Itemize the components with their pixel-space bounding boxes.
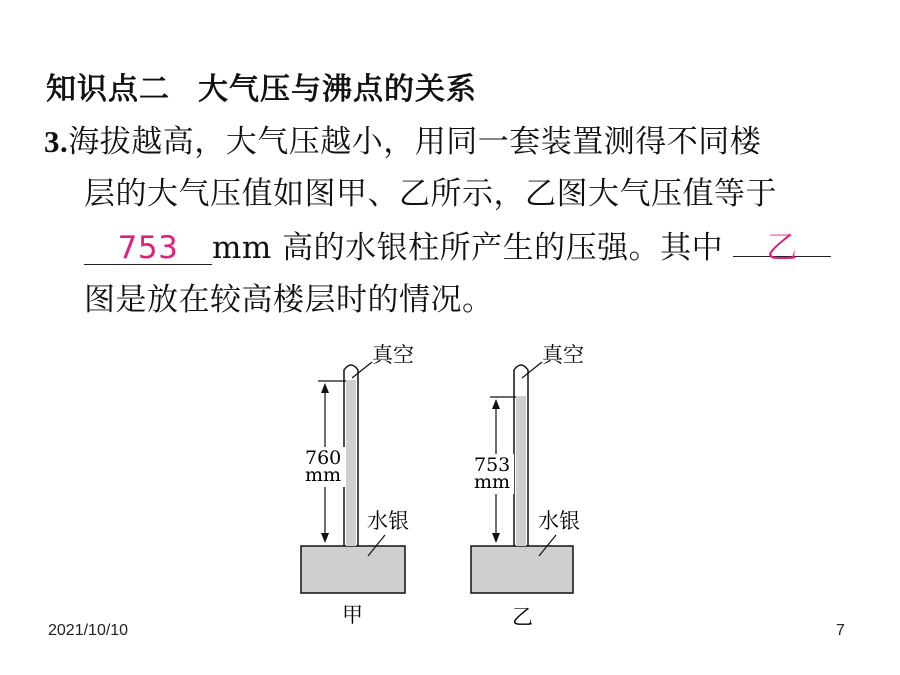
question-text-2: 层的大气压值如图甲、乙所示，乙图大气压值等于 (84, 176, 777, 212)
question-number: 3. (44, 124, 69, 159)
mercury-label-right: 水银 (538, 509, 580, 533)
question-text-1: 海拔越高，大气压越小，用同一套装置测得不同楼 (68, 124, 762, 160)
height-value-right: 753 (474, 454, 511, 476)
mercury-label-left: 水银 (367, 509, 409, 533)
page-number: 7 (836, 622, 845, 639)
heading-topic: 大气压与沸点的关系 (198, 72, 477, 107)
arrow-down-left (321, 533, 329, 543)
mercury-dish-right (471, 546, 573, 593)
vacuum-label-right: 真空 (542, 343, 584, 367)
vacuum-leader-right (522, 362, 542, 378)
heading-knowledge-point: 知识点二 (46, 72, 170, 107)
height-value-left: 760 (305, 447, 342, 469)
height-unit-right: mm (474, 471, 511, 493)
arrow-up-right (492, 399, 500, 409)
question-text-4: 图是放在较高楼层时的情况。 (84, 282, 494, 318)
height-unit-left: mm (305, 464, 342, 486)
answer-2: 乙 (766, 230, 798, 266)
question-text-3: mm 高的水银柱所产生的压强。其中 (212, 230, 724, 266)
arrow-down-right (492, 533, 500, 543)
mercury-dish-left (301, 546, 405, 593)
barometer-right (471, 343, 584, 629)
answer-1: 753 (117, 230, 179, 266)
caption-left: 甲 (342, 603, 363, 627)
vacuum-leader-left (352, 362, 372, 378)
mercury-column-right (516, 396, 526, 546)
mercury-column-left (346, 380, 356, 546)
barometer-left (301, 343, 414, 627)
vacuum-label-left: 真空 (372, 343, 414, 367)
arrow-up-left (321, 383, 329, 393)
footer-date: 2021/10/10 (48, 622, 129, 639)
caption-right: 乙 (512, 605, 533, 629)
